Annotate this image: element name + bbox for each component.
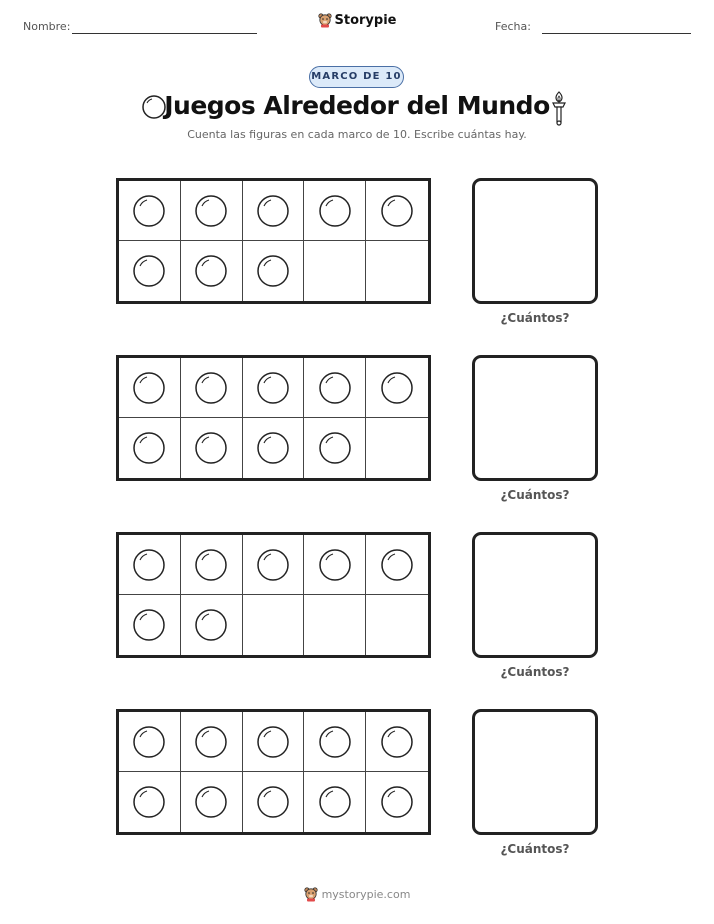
ball-icon — [256, 194, 290, 228]
ten-frame-cell — [304, 181, 366, 241]
ball-icon — [380, 371, 414, 405]
ten-frame-cell — [243, 181, 305, 241]
instructions: Cuenta las figuras en cada marco de 10. Escribe cuántas hay. — [187, 128, 527, 141]
ten-frame-cell — [243, 772, 305, 832]
ten-frame-cell — [181, 712, 243, 772]
name-label: Nombre: — [23, 20, 71, 33]
ten-frame-cell — [243, 418, 305, 478]
ball-icon — [132, 431, 166, 465]
ten-frame-cell — [243, 358, 305, 418]
ball-icon — [318, 371, 352, 405]
ten-frame-cell — [243, 595, 305, 655]
brand-name: Storypie — [334, 12, 397, 28]
ball-icon — [380, 725, 414, 759]
ball-icon — [318, 785, 352, 819]
ball-icon — [194, 194, 228, 228]
brand-logo — [0, 12, 714, 33]
ten-frame-cell — [119, 712, 181, 772]
ten-frame-cell — [304, 595, 366, 655]
ball-icon — [256, 725, 290, 759]
ball-icon — [194, 725, 228, 759]
ten-frame-cell — [181, 241, 243, 301]
ten-frame-cell — [181, 772, 243, 832]
ball-icon — [256, 785, 290, 819]
ball-icon — [194, 608, 228, 642]
torch-icon — [550, 90, 568, 126]
ten-frame-cell — [119, 535, 181, 595]
ball-icon — [194, 785, 228, 819]
ball-icon — [132, 608, 166, 642]
bear-mascot-icon — [304, 886, 318, 902]
answer-label: ¿Cuántos? — [500, 311, 570, 325]
ball-icon — [256, 371, 290, 405]
ten-frame-cell — [119, 772, 181, 832]
bear-mascot-icon — [318, 12, 332, 28]
ball-icon — [380, 194, 414, 228]
ball-icon — [132, 548, 166, 582]
ball-icon — [132, 254, 166, 288]
answer-box[interactable] — [472, 178, 598, 304]
ten-frame-cell — [181, 418, 243, 478]
ball-icon — [380, 548, 414, 582]
answer-box[interactable] — [472, 709, 598, 835]
ball-icon — [132, 785, 166, 819]
ten-frame-cell — [304, 358, 366, 418]
ten-frame-cell — [304, 772, 366, 832]
ten-frame-cell — [366, 241, 428, 301]
ball-icon — [256, 548, 290, 582]
ball-icon — [318, 431, 352, 465]
footer-url[interactable]: mystorypie.com — [321, 887, 411, 901]
ball-icon — [132, 725, 166, 759]
ten-frame-cell — [304, 241, 366, 301]
ten-frame-cell — [119, 358, 181, 418]
ball-icon — [256, 254, 290, 288]
ball-icon — [194, 371, 228, 405]
ten-frame-cell — [243, 535, 305, 595]
ten-frame-cell — [181, 358, 243, 418]
ten-frame-cell — [181, 535, 243, 595]
ten-frame-cell — [243, 712, 305, 772]
ten-frame-cell — [366, 181, 428, 241]
ten-frame-cell — [304, 535, 366, 595]
ten-frame-cell — [119, 595, 181, 655]
ten-frame-cell — [119, 418, 181, 478]
ball-icon — [132, 371, 166, 405]
ten-frame-cell — [366, 595, 428, 655]
ball-icon — [194, 548, 228, 582]
ball-icon — [318, 725, 352, 759]
ball-icon — [194, 254, 228, 288]
ten-frame — [116, 532, 431, 658]
answer-label: ¿Cuántos? — [500, 842, 570, 856]
category-badge: MARCO DE 10 — [309, 66, 404, 88]
ten-frame-cell — [119, 181, 181, 241]
ball-icon — [318, 548, 352, 582]
ten-frame-cell — [119, 241, 181, 301]
ten-frame — [116, 178, 431, 304]
ball-icon — [380, 785, 414, 819]
page-title: Juegos Alrededor del Mundo — [164, 91, 550, 120]
ten-frame-cell — [366, 712, 428, 772]
ten-frame-cell — [366, 535, 428, 595]
ten-frame-cell — [366, 418, 428, 478]
name-line[interactable] — [72, 33, 257, 34]
ten-frame-cell — [181, 595, 243, 655]
answer-box[interactable] — [472, 355, 598, 481]
ten-frame-cell — [181, 181, 243, 241]
answer-box[interactable] — [472, 532, 598, 658]
ten-frame — [116, 709, 431, 835]
date-label: Fecha: — [495, 20, 531, 33]
ten-frame-cell — [243, 241, 305, 301]
answer-label: ¿Cuántos? — [500, 488, 570, 502]
date-line[interactable] — [542, 33, 691, 34]
ball-icon — [194, 431, 228, 465]
ten-frame-cell — [366, 772, 428, 832]
ten-frame — [116, 355, 431, 481]
ten-frame-cell — [304, 712, 366, 772]
ball-icon — [132, 194, 166, 228]
ten-frame-cell — [366, 358, 428, 418]
answer-label: ¿Cuántos? — [500, 665, 570, 679]
ten-frame-cell — [304, 418, 366, 478]
ball-icon — [256, 431, 290, 465]
footer — [0, 886, 714, 905]
ball-icon — [318, 194, 352, 228]
